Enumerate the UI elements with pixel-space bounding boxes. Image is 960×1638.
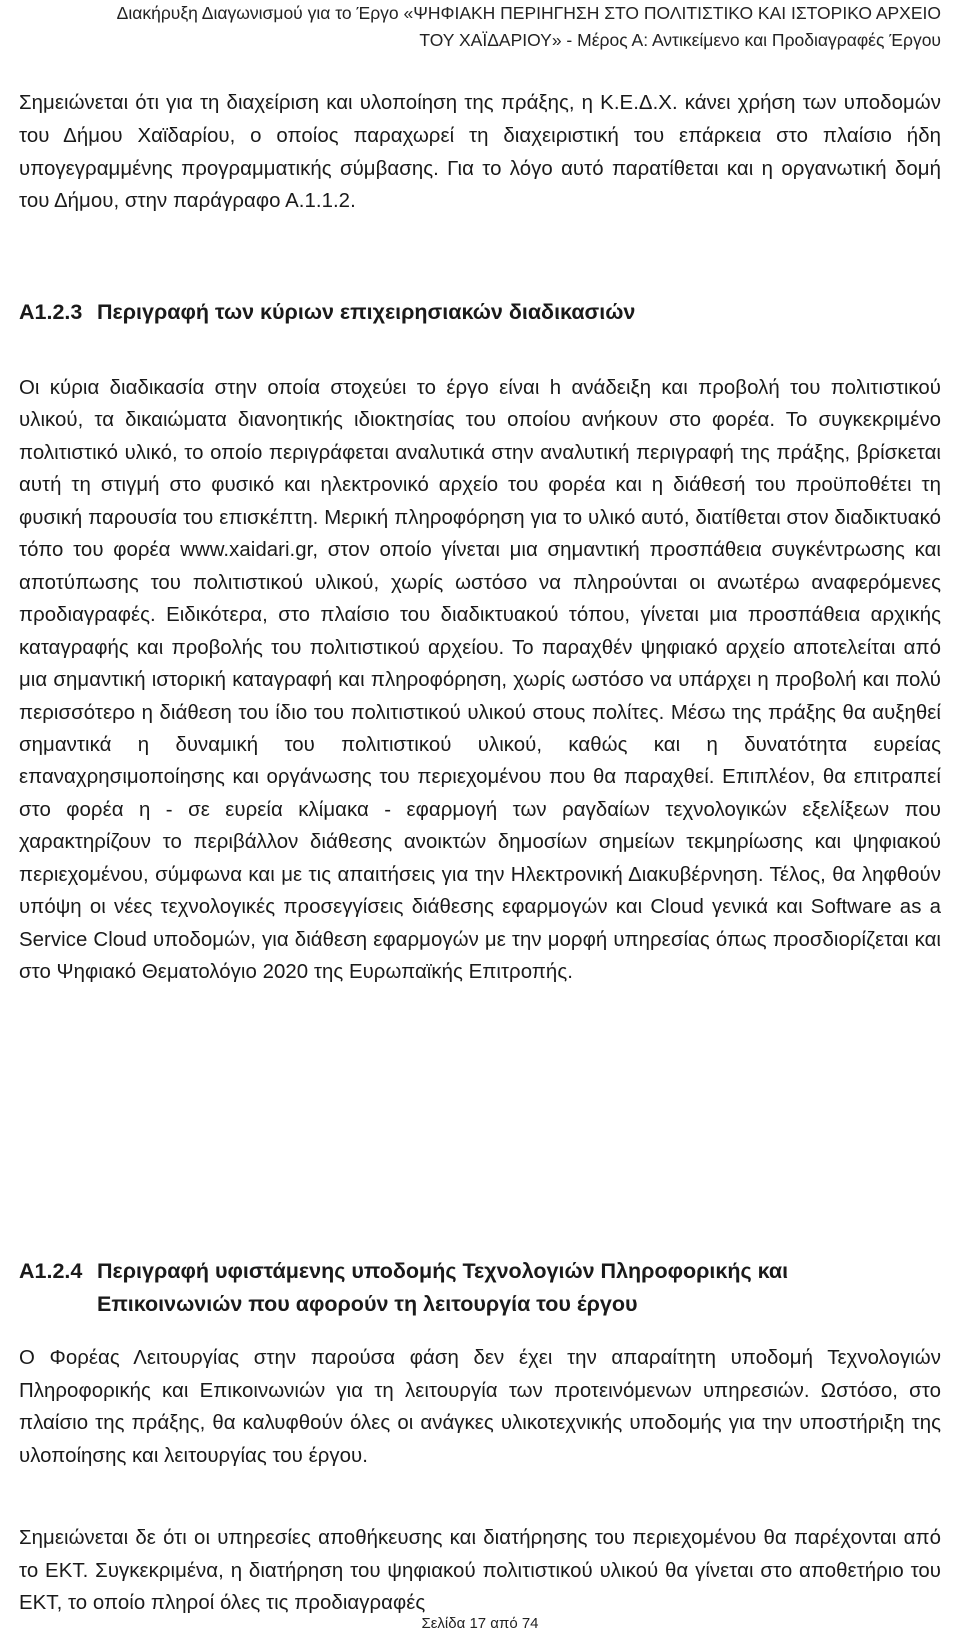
section-title-line-1: Περιγραφή υφιστάμενης υποδομής Τεχνολογιών Πληροφορικής και [97,1259,789,1283]
page-header [0,0,960,60]
section-number: A1.2.4 [19,1259,83,1283]
header-line-2: ΤΟΥ ΧΑΪΔΑΡΙΟΥ» - Μέρος Α: Αντικείμενο και Προδιαγραφές Έργου [419,30,941,50]
section-b-paragraph-1: Ο Φορέας Λειτουργίας στην παρούσα φάση δεν έχει την απαραίτητη υποδομή Τεχνολογιών Πληροφορικής και Επικοινωνιών για τη λειτουργία των προτεινόμενων υπηρεσιών. Ωστόσο, στο πλαίσιο της πράξης, θα καλυφθούν όλες οι ανάγκες υλικοτεχνικής υποδομής για την υποστήριξη της υλοποίησης και λειτουργίας του έργου. [19,1347,941,1467]
section-b-paragraph-2: Σημειώνεται δε ότι οι υπηρεσίες αποθήκευσης και διατήρησης του περιεχομένου θα παρέχονται από το ΕΚΤ. Συγκεκριμένα, η διατήρηση του ψηφιακού πολιτιστικού υλικού θα γίνεται στο αποθετήριο του ΕΚΤ, το οποίο πληροί όλες τις προδιαγραφές [19,1527,941,1615]
header-line-1: Διακήρυξη Διαγωνισμού για το Έργο «ΨΗΦΙΑΚΗ ΠΕΡΙΗΓΗΣΗ ΣΤΟ ΠΟΛΙΤΙΣΤΙΚΟ ΚΑΙ ΙΣΤΟΡΙΚΟ ΑΡΧΕΙΟ [116,3,941,23]
section-number: A1.2.3 [19,300,83,324]
section-a-paragraph: Οι κύρια διαδικασία στην οποία στοχεύει το έργο είναι h ανάδειξη και προβολή του πολιτιστικού υλικού, τα δικαιώματα διανοητικής ιδιοκτησίας του οποίου ανήκουν στο φορέα. Το συγκεκριμένο πολιτιστικό υλικό, το οποίο περιγράφεται αναλυτικά στην αναλυτική περιγραφή της πράξης, βρίσκεται αυτή τη στιγμή στο φυσικό και ηλεκτρονικό αρχείο του φορέα και η διάθεσή του προϋποθέτει τη φυσική παρουσία του επισκέπτη. Μερική πληροφόρηση για το υλικό αυτό, διατίθεται στον διαδικτυακό τόπο του φορέα www.xaidari.gr, στον οποίο γίνεται μια σημαντική προσπάθεια συγκέντρωσης και αποτύπωσης του πολιτιστικού υλικού, χωρίς ωστόσο να πληρούνται οι ανωτέρω αναφερόμενες προδιαγραφές. Ειδικότερα, στο πλαίσιο του διαδικτυακού τόπου, γίνεται μια προσπάθεια αρχικής καταγραφής και προβολής του πολιτιστικού αρχείου. Το παραχθέν ψηφιακό αρχείο αποτελείται από μια σημαντική ιστορική καταγραφή και πληροφόρηση, χωρίς ωστόσο να υπάρχει η προβολή και πολύ περισσότερο η διάθεση του ίδιο του πολιτιστικού υλικού στους πολίτες. Μέσω της πράξης θα αυξηθεί σημαντικά η δυναμική του πολιτιστικού υλικού, καθώς και η δυνατότητα ευρείας επαναχρησιμοποίησης και οργάνωσης του περιεχομένου που θα παραχθεί. Επιπλέον, θα επιτραπεί στο φορέα η - σε ευρεία κλίμακα - εφαρμογή των ραγδαίων τεχνολογικών εξελίξεων που χαρακτηρίζουν το περιβάλλον διάθεσης ανοικτών δημοσίων σημείων τεκμηρίωσης και ψηφιακού περιεχομένου, σύμφωνα και με τις απαιτήσεις για την Ηλεκτρονική Διακυβέρνηση. Τέλος, θα ληφθούν υπόψη οι νέες τεχνολογικές προσεγγίσεις διάθεσης εφαρμογών και Cloud γενικά και Software as a Service Cloud υποδομών, για διάθεση εφαρμογών με την μορφή υπηρεσίας όπως προσδιορίζεται και στο Ψηφιακό Θεματολόγιο 2020 της Ευρωπαϊκής Επιτροπής. [19,377,941,984]
page-number-label: Σελίδα 17 από 74 [421,1615,539,1632]
section-heading-a1-2-4 [19,1255,941,1321]
section-heading-a1-2-3 [19,296,635,329]
intro-paragraph: Σημειώνεται ότι για τη διαχείριση και υλοποίηση της πράξης, η Κ.Ε.Δ.Χ. κάνει χρήση των υποδομών του Δήμου Χαϊδαρίου, ο οποίος παραχωρεί τη διαχειριστική του επάρκεια στο πλαίσιο ήδη υπογεγραμμένης προγραμματικής σύμβασης. Για το λόγο αυτό παρατίθεται και η οργανωτική δομή του Δήμου, στην παράγραφο Α.1.1.2. [19,92,941,213]
page-footer [0,1614,960,1634]
section-title-line-2: Επικοινωνιών που αφορούν τη λειτουργία του έργου [97,1292,638,1316]
section-title: Περιγραφή των κύριων επιχειρησιακών διαδικασιών [97,300,636,324]
